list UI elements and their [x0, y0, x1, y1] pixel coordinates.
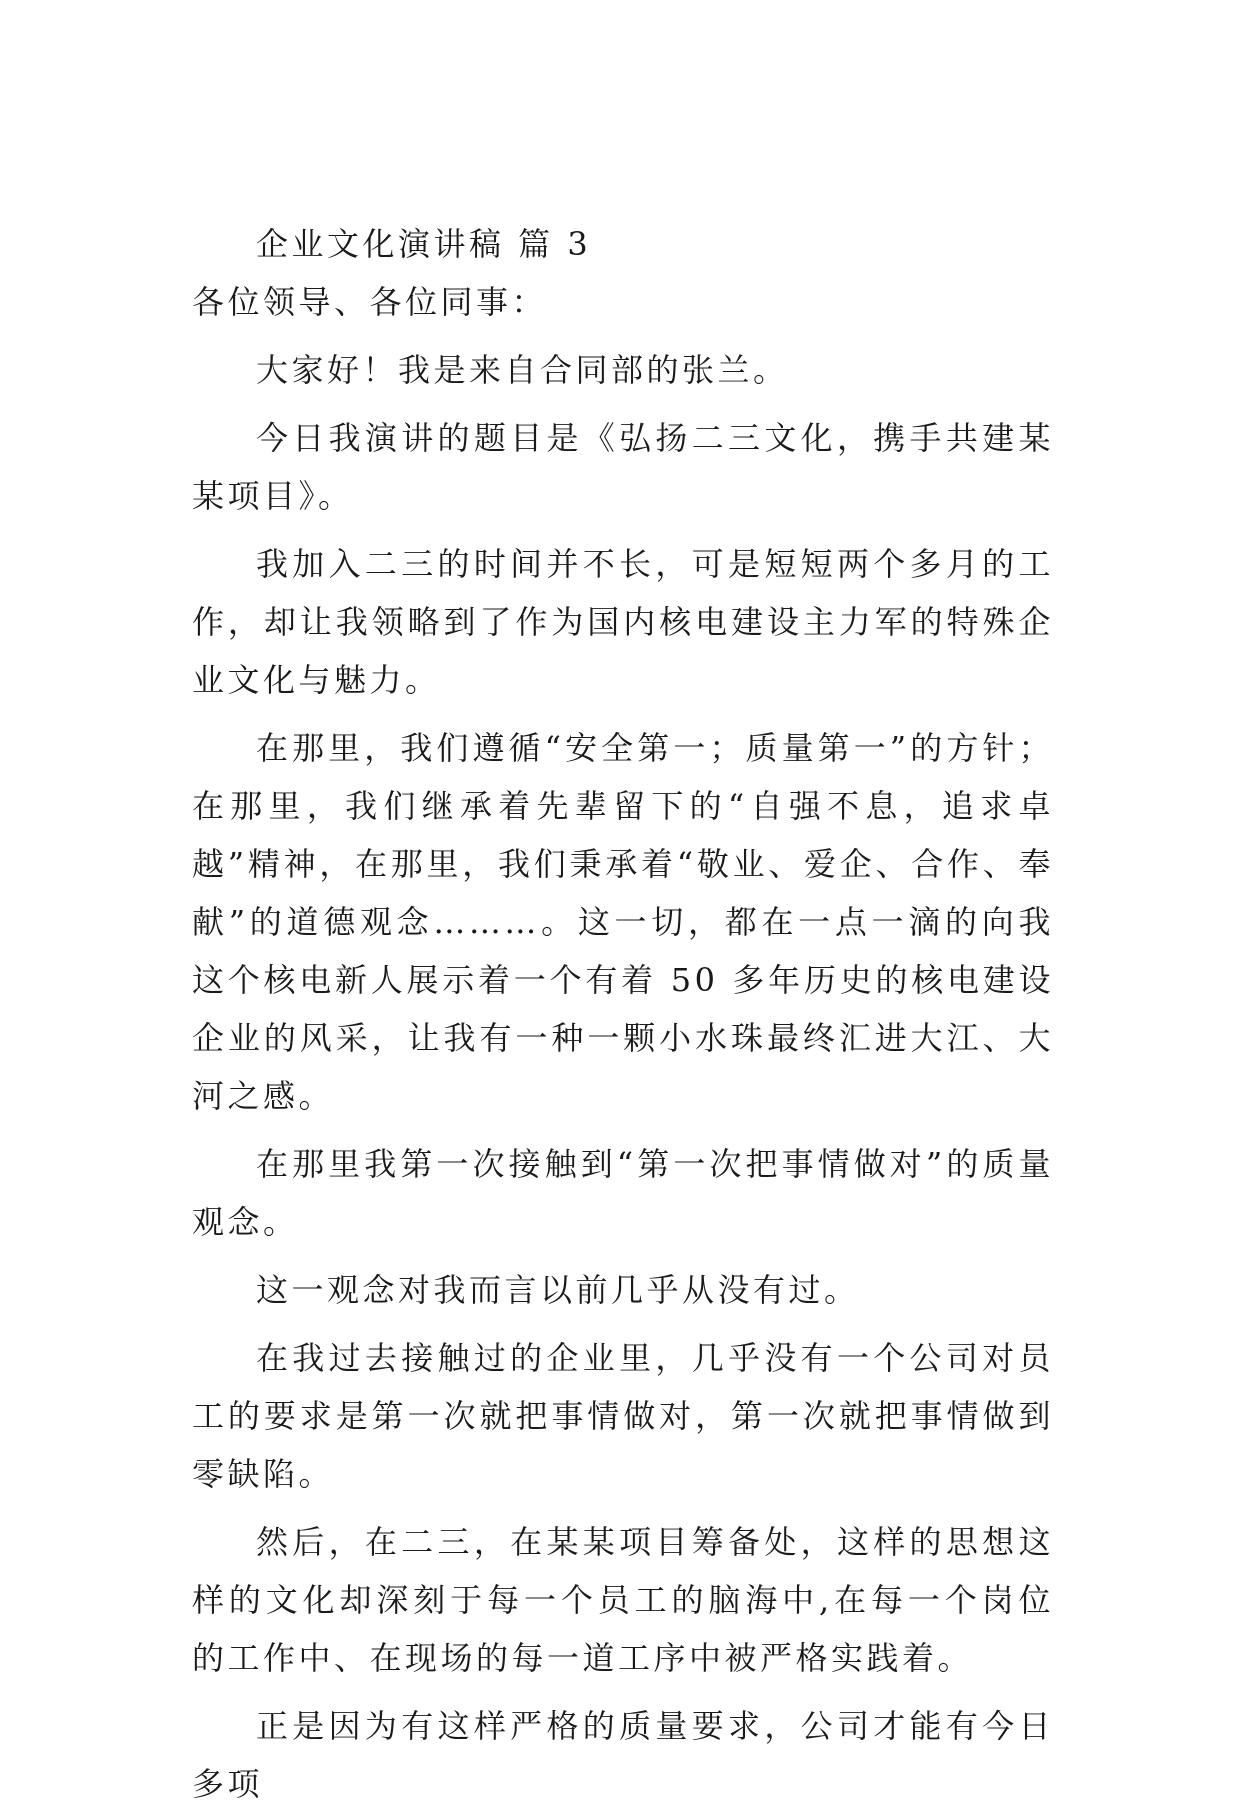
spacer	[192, 1687, 1054, 1697]
paragraph: 这一观念对我而言以前几乎从没有过。	[256, 1271, 860, 1309]
spacer	[192, 1503, 1054, 1513]
paragraph: 然后，在二三，在某某项目筹备处，这样的思想这样的文化却深刻于每一个员工的脑海中,在每一个岗位的工作中、在现场的每一道工序中被严格实践着。	[192, 1523, 1054, 1677]
spacer	[192, 399, 1054, 409]
paragraph: 今日我演讲的题目是《弘扬二三文化，携手共建某某项目》。	[192, 419, 1054, 515]
paragraph: 我加入二三的时间并不长，可是短短两个多月的工作，却让我领略到了作为国内核电建设主力军的特殊企业文化与魅力。	[192, 545, 1054, 699]
spacer	[192, 525, 1054, 535]
spacer	[192, 331, 1054, 341]
spacer	[192, 1319, 1054, 1329]
paragraph: 正是因为有这样严格的质量要求，公司才能有今日多项	[192, 1707, 1054, 1803]
salutation: 各位领导、各位同事：	[192, 283, 548, 321]
document-body	[192, 215, 1054, 1813]
paragraph: 在那里，我们遵循“安全第一；质量第一”的方针；在那里，我们继承着先辈留下的“自强不息，追求卓越”精神，在那里，我们秉承着“敬业、爱企、合作、奉献”的道德观念………。这一切，都在一点一滴的向我这个核电新人展示着一个有着 50 多年历史的核电建设企业的风采，让我有一种一颗小水珠最终汇进大江、大河之感。	[192, 729, 1054, 1115]
paragraph: 在我过去接触过的企业里，几乎没有一个公司对员工的要求是第一次就把事情做对，第一次就把事情做到零缺陷。	[192, 1339, 1054, 1493]
document-title: 企业文化演讲稿 篇 3	[256, 225, 592, 263]
paragraph: 在那里我第一次接触到“第一次把事情做对”的质量观念。	[192, 1145, 1054, 1241]
spacer	[192, 1125, 1054, 1135]
spacer	[192, 1251, 1054, 1261]
spacer	[192, 709, 1054, 719]
paragraph: 大家好！我是来自合同部的张兰。	[256, 351, 789, 389]
